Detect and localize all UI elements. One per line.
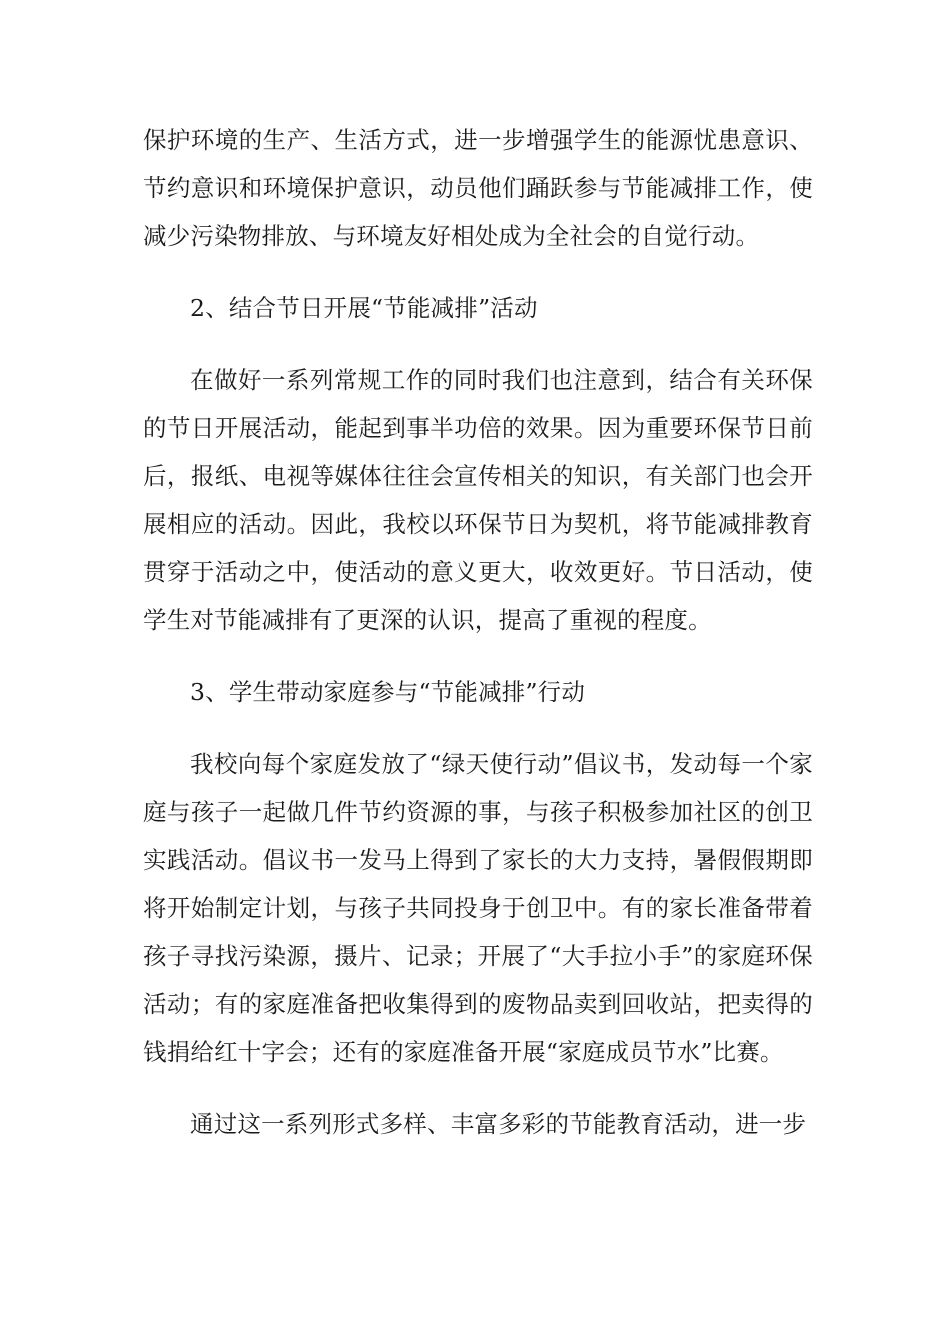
paragraph-summary-start: 通过这一系列形式多样、丰富多彩的节能教育活动，进一步 xyxy=(190,1110,807,1138)
paragraph-holiday-activities: 在做好一系列常规工作的同时我们也注意到，结合有关环保的节日开展活动，能起到事半功倍的效果。因为重要环保节日前后，报纸、电视等媒体往往会宣传相关的知识，有关部门也会开展相应的活动。因此，我校以环保节日为契机，将节能减排教育贯穿于活动之中，使活动的意义更大，收效更好。节日活动，使学生对节能减排有了更深的认识，提高了重视的程度。 xyxy=(143,366,813,634)
section-heading-3: 3、学生带动家庭参与“节能减排”行动 xyxy=(190,678,586,706)
section-heading-2: 2、结合节日开展“节能减排”活动 xyxy=(190,294,538,322)
document-body xyxy=(143,116,813,1172)
paragraph-family-participation: 我校向每个家庭发放了“绿天使行动”倡议书，发动每一个家庭与孩子一起做几件节约资源的事，与孩子积极参加社区的创卫实践活动。倡议书一发马上得到了家长的大力支持，暑假假期即将开始制定计划，与孩子共同投身于创卫中。有的家长准备带着孩子寻找污染源，摄片、记录；开展了“大手拉小手”的家庭环保活动；有的家庭准备把收集得到的废物品卖到回收站，把卖得的钱捐给红十字会；还有的家庭准备开展“家庭成员节水”比赛。 xyxy=(143,750,813,1066)
paragraph-continuation: 保护环境的生产、生活方式，进一步增强学生的能源忧患意识、节约意识和环境保护意识，动员他们踊跃参与节能减排工作，使减少污染物排放、与环境友好相处成为全社会的自觉行动。 xyxy=(143,126,813,250)
